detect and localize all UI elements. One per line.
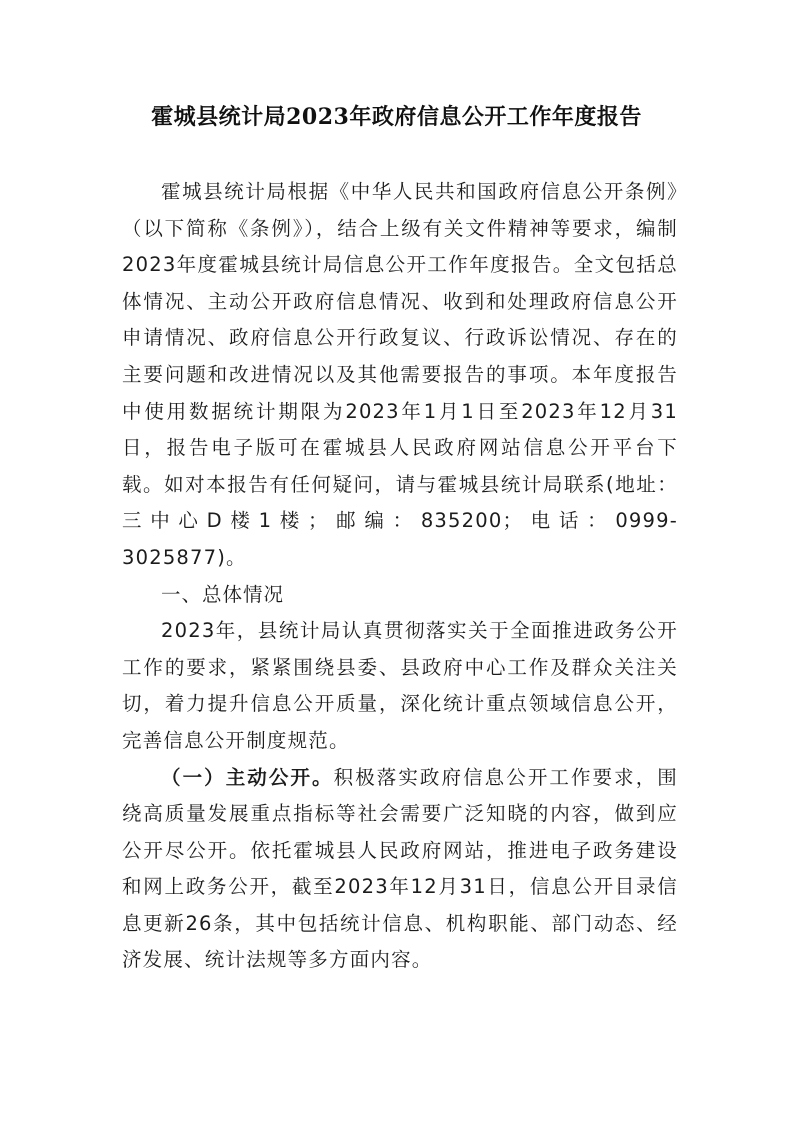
active-disclosure-text: 积极落实政府信息公开工作要求，围绕高质量发展重点指标等社会需要广泛知晓的内容，做到应公开尽公开。依托霍城县人民政府网站，推进电子政务建设和网上政务公开，截至2023年12月31日，信息公开目录信息更新26条，其中包括统计信息、机构职能、部门动态、经济发展、统计法规等多方面内容。 (122, 765, 678, 972)
overview-paragraph: 2023年，县统计局认真贯彻落实关于全面推进政务公开工作的要求，紧紧围绕县委、县政府中心工作及群众关注关切，着力提升信息公开质量，深化统计重点领域信息公开，完善信息公开制度规范。 (122, 619, 678, 752)
active-disclosure-paragraph (122, 760, 678, 980)
section-heading-overview: 一、总体情况 (161, 582, 285, 606)
document-body (122, 174, 678, 979)
intro-paragraph: 霍城县统计局根据《中华人民共和国政府信息公开条例》（以下简称《条例》），结合上级有关文件精神等要求，编制2023年度霍城县统计局信息公开工作年度报告。全文包括总体情况、主动公开政府信息情况、收到和处理政府信息公开申请情况、政府信息公开行政复议、行政诉讼情况、存在的主要问题和改进情况以及其他需要报告的事项。本年度报告中使用数据统计期限为2023年1月1日至2023年12月31日，报告电子版可在霍城县人民政府网站信息公开平台下载。如对本报告有任何疑问，请与霍城县统计局联系(地址：三中心D楼1楼；邮编：835200；电话：0999-3025877)。 (122, 180, 678, 569)
active-disclosure-lead: （一）主动公开。 (161, 765, 334, 789)
document-title: 霍城县统计局2023年政府信息公开工作年度报告 (151, 104, 642, 130)
